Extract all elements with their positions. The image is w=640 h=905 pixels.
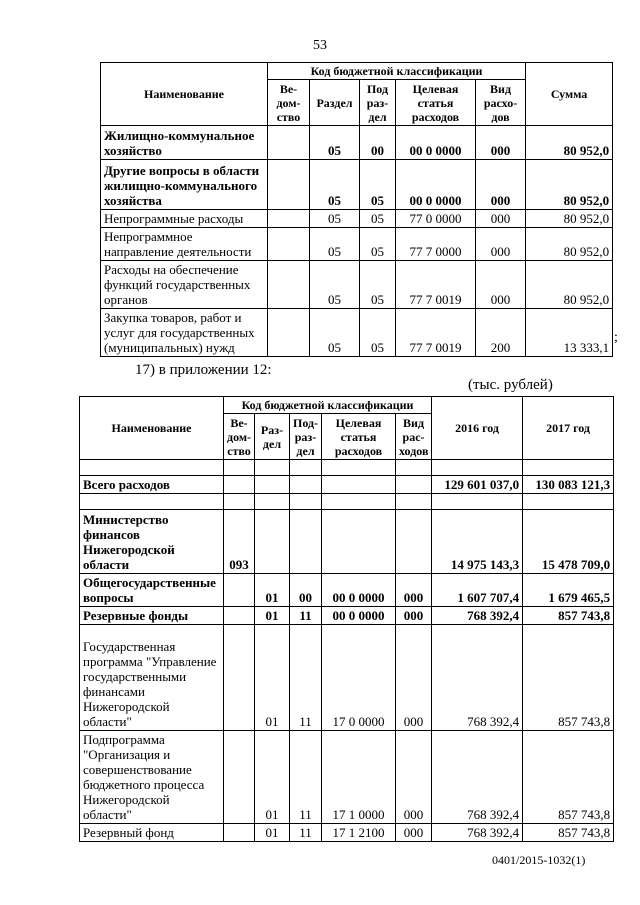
header-target-item: Целевая статья расходов	[396, 80, 476, 126]
row-target-item: 77 0 0000	[396, 210, 476, 228]
row-expense-type: 000	[396, 625, 432, 731]
row-expense-type: 000	[476, 210, 526, 228]
row-expense-type: 000	[476, 126, 526, 160]
header-subsection: Под- раз- дел	[290, 414, 322, 460]
row-expense-type: 000	[476, 160, 526, 210]
row-expense-type: 000	[396, 607, 432, 625]
header-sum: Сумма	[526, 63, 613, 126]
row-target-item: 17 1 0000	[322, 731, 396, 824]
row-subsection: 05	[360, 228, 396, 261]
row-department	[224, 574, 255, 607]
row-section: 05	[310, 261, 360, 309]
row-section: 05	[310, 210, 360, 228]
row-subsection	[290, 476, 322, 494]
row-section: 01	[255, 824, 290, 842]
row-subsection	[290, 494, 322, 510]
row-name: Непрограммное направление деятельности	[101, 228, 268, 261]
row-expense-type: 000	[476, 261, 526, 309]
row-name: Всего расходов	[80, 476, 224, 494]
row-subsection: 11	[290, 824, 322, 842]
row-sum: 80 952,0	[526, 261, 613, 309]
row-name: Общегосударственные вопросы	[80, 574, 224, 607]
row-2017	[523, 494, 614, 510]
row-expense-type	[396, 476, 432, 494]
table-row	[101, 261, 613, 309]
header-subsection: Под раз- дел	[360, 80, 396, 126]
row-section: 01	[255, 607, 290, 625]
row-2016: 768 392,4	[432, 731, 523, 824]
row-2016	[432, 494, 523, 510]
row-target-item: 17 0 0000	[322, 625, 396, 731]
row-name	[80, 494, 224, 510]
row-name	[80, 460, 224, 476]
header-name: Наименование	[80, 397, 224, 460]
row-sum: 80 952,0	[526, 126, 613, 160]
budget-table-1	[100, 62, 613, 357]
row-target-item	[322, 494, 396, 510]
row-subsection: 11	[290, 731, 322, 824]
row-department	[224, 731, 255, 824]
row-2016: 129 601 037,0	[432, 476, 523, 494]
row-expense-type	[396, 494, 432, 510]
row-name: Жилищно-коммунальное хозяйство	[101, 126, 268, 160]
row-subsection: 05	[360, 210, 396, 228]
header-department: Ве- дом- ство	[268, 80, 310, 126]
table-row	[80, 824, 614, 842]
row-subsection: 11	[290, 625, 322, 731]
row-department	[224, 476, 255, 494]
header-classification-code: Код бюджетной классификации	[268, 63, 526, 80]
row-expense-type	[396, 460, 432, 476]
header-section: Раздел	[310, 80, 360, 126]
row-target-item: 77 7 0019	[396, 309, 476, 357]
row-section: 05	[310, 126, 360, 160]
row-target-item: 00 0 0000	[322, 607, 396, 625]
row-section: 05	[310, 309, 360, 357]
row-expense-type: 200	[476, 309, 526, 357]
row-2016	[432, 460, 523, 476]
table-row	[101, 309, 613, 357]
header-expense-type: Вид расхо- дов	[476, 80, 526, 126]
row-2017: 1 679 465,5	[523, 574, 614, 607]
table-row	[101, 210, 613, 228]
row-name: Непрограммные расходы	[101, 210, 268, 228]
row-name: Другие вопросы в области жилищно-коммунального хозяйства	[101, 160, 268, 210]
row-target-item: 77 7 0000	[396, 228, 476, 261]
row-section	[255, 476, 290, 494]
row-section: 01	[255, 731, 290, 824]
table-row	[80, 476, 614, 494]
row-department	[224, 494, 255, 510]
page-number: 53	[313, 38, 327, 53]
row-department	[268, 160, 310, 210]
row-target-item: 00 0 0000	[396, 160, 476, 210]
row-department	[268, 309, 310, 357]
row-name: Закупка товаров, работ и услуг для государственных (муниципальных) нужд	[101, 309, 268, 357]
row-department	[224, 460, 255, 476]
row-target-item: 00 0 0000	[322, 574, 396, 607]
row-department	[268, 228, 310, 261]
row-department	[268, 210, 310, 228]
table-row	[101, 126, 613, 160]
trailing-semicolon: ;	[614, 330, 618, 345]
row-subsection: 05	[360, 309, 396, 357]
row-expense-type: 000	[476, 228, 526, 261]
row-section	[255, 494, 290, 510]
row-department	[224, 607, 255, 625]
row-section: 05	[310, 160, 360, 210]
header-department: Ве- дом- ство	[224, 414, 255, 460]
row-section	[255, 510, 290, 574]
row-target-item	[322, 510, 396, 574]
document-code: 0401/2015-1032(1)	[492, 853, 586, 867]
row-section: 01	[255, 574, 290, 607]
row-name: Резервные фонды	[80, 607, 224, 625]
row-department	[268, 126, 310, 160]
header-classification-code: Код бюджетной классификации	[224, 397, 432, 414]
row-target-item: 77 7 0019	[396, 261, 476, 309]
table-row	[80, 625, 614, 731]
appendix-heading: 17) в приложении 12:	[135, 362, 272, 378]
header-expense-type: Вид рас- ходов	[396, 414, 432, 460]
header-target-item: Целевая статья расходов	[322, 414, 396, 460]
row-2017: 130 083 121,3	[523, 476, 614, 494]
header-2016: 2016 год	[432, 397, 523, 460]
table-row	[101, 160, 613, 210]
table-row	[80, 494, 614, 510]
row-subsection	[290, 460, 322, 476]
row-name: Подпрограмма "Организация и совершенствование бюджетного процесса Нижегородской области"	[80, 731, 224, 824]
budget-table-2	[79, 396, 614, 842]
table-row	[101, 228, 613, 261]
header-name: Наименование	[101, 63, 268, 126]
row-department	[224, 625, 255, 731]
row-sum: 80 952,0	[526, 228, 613, 261]
row-2016: 768 392,4	[432, 607, 523, 625]
row-sum: 80 952,0	[526, 160, 613, 210]
row-2017: 857 743,8	[523, 607, 614, 625]
table-row	[80, 607, 614, 625]
row-target-item	[322, 476, 396, 494]
row-target-item: 00 0 0000	[396, 126, 476, 160]
row-name: Министерство финансов Нижегородской области	[80, 510, 224, 574]
row-name: Расходы на обеспечение функций государственных органов	[101, 261, 268, 309]
row-target-item	[322, 460, 396, 476]
header-section: Раз- дел	[255, 414, 290, 460]
row-section: 05	[310, 228, 360, 261]
row-2017	[523, 460, 614, 476]
header-2017: 2017 год	[523, 397, 614, 460]
row-subsection: 05	[360, 160, 396, 210]
table-row	[80, 510, 614, 574]
row-name: Государственная программа "Управление государственными финансами Нижегородской области"	[80, 625, 224, 731]
row-department	[268, 261, 310, 309]
row-2017: 857 743,8	[523, 824, 614, 842]
row-subsection: 11	[290, 607, 322, 625]
row-sum: 80 952,0	[526, 210, 613, 228]
row-subsection: 00	[360, 126, 396, 160]
row-expense-type: 000	[396, 731, 432, 824]
row-2016: 1 607 707,4	[432, 574, 523, 607]
table-row	[80, 574, 614, 607]
row-expense-type: 000	[396, 824, 432, 842]
row-subsection: 05	[360, 261, 396, 309]
row-section	[255, 460, 290, 476]
row-subsection	[290, 510, 322, 574]
row-2016: 768 392,4	[432, 625, 523, 731]
row-2016: 14 975 143,3	[432, 510, 523, 574]
table-row	[80, 460, 614, 476]
row-2016: 768 392,4	[432, 824, 523, 842]
row-name: Резервный фонд	[80, 824, 224, 842]
row-department	[224, 824, 255, 842]
row-department: 093	[224, 510, 255, 574]
table-row	[80, 731, 614, 824]
row-sum: 13 333,1	[526, 309, 613, 357]
unit-label: (тыс. рублей)	[468, 377, 553, 393]
row-expense-type	[396, 510, 432, 574]
row-2017: 857 743,8	[523, 625, 614, 731]
row-2017: 857 743,8	[523, 731, 614, 824]
row-2017: 15 478 709,0	[523, 510, 614, 574]
row-section: 01	[255, 625, 290, 731]
row-expense-type: 000	[396, 574, 432, 607]
row-target-item: 17 1 2100	[322, 824, 396, 842]
row-subsection: 00	[290, 574, 322, 607]
